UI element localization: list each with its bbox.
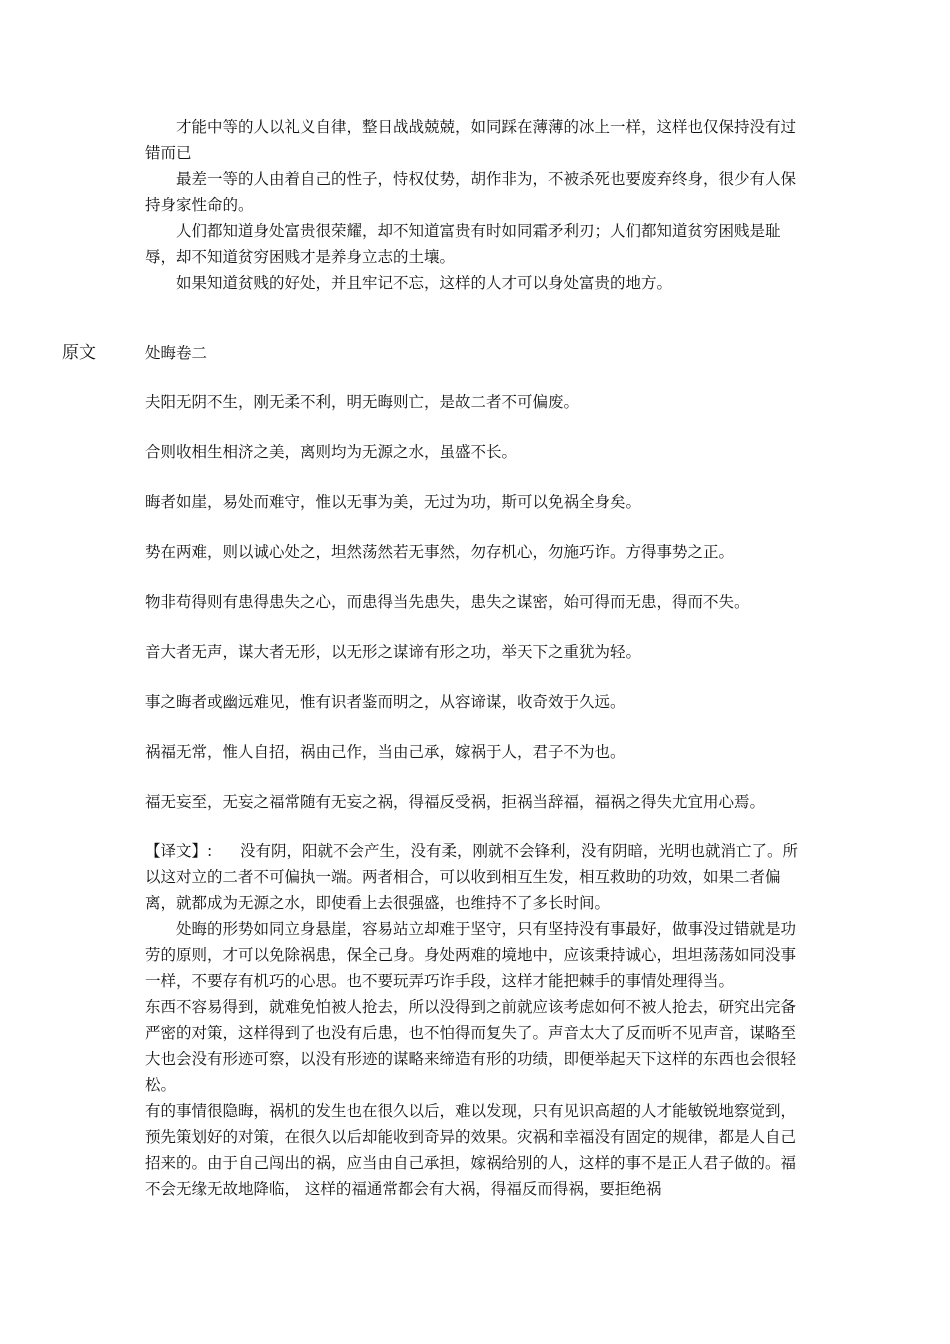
original-line: 物非苟得则有患得患失之心，而患得当先患失，患失之谋密，始可得而无患，得而不失。 bbox=[145, 593, 750, 611]
original-line: 势在两难，则以诚心处之，坦然荡然若无事然，勿存机心，勿施巧诈。方得事势之正。 bbox=[145, 543, 735, 561]
section-label: 原文 bbox=[62, 343, 96, 363]
original-line: 福无妄至，无妄之福常随有无妄之祸，得福反受祸，拒祸当辞福，福祸之得失尤宜用心焉。 bbox=[145, 793, 766, 811]
translation-paragraph: 有的事情很隐晦，祸机的发生也在很久以后，难以发现，只有见识高超的人才能敏锐地察觉到，预先策划好的对策，在很久以后却能收到奇异的效果。灾祸和幸福没有固定的规律，都是人自己招来的。由于自己闯出的祸，应当由自己承担，嫁祸给别的人，这样的事不是正人君子做的。福不会无缘无故地降临， 这样的福通常都会有大祸，得福反而得祸，要拒绝祸 bbox=[145, 1102, 797, 1198]
intro-paragraph: 才能中等的人以礼义自律，整日战战兢兢，如同踩在薄薄的冰上一样，这样也仅保持没有过错而已 bbox=[145, 118, 797, 162]
original-line: 音大者无声，谋大者无形，以无形之谋谛有形之功，举天下之重犹为轻。 bbox=[145, 643, 642, 661]
translation-paragraph: 东西不容易得到，就难免怕被人抢去，所以没得到之前就应该考虑如何不被人抢去，研究出完备严密的对策，这样得到了也没有后患，也不怕得而复失了。声音太大了反而听不见声音，谋略至大也会没有形迹可察，以没有形迹的谋略来缔造有形的功绩，即便举起天下这样的东西也会很轻松。 bbox=[145, 998, 797, 1094]
intro-section bbox=[145, 114, 810, 296]
intro-paragraph: 最差一等的人由着自己的性子，恃权仗势，胡作非为，不被杀死也要废弃终身，很少有人保持身家性命的。 bbox=[145, 170, 797, 214]
section-title: 处晦卷二 bbox=[145, 344, 208, 362]
translation-heading: 【译文】: bbox=[145, 842, 213, 860]
translation-text: 没有阴，阳就不会产生，没有柔，刚就不会锋利，没有阴暗，光明也就消亡了。所以这对立的二者不可偏执一端。两者相合，可以收到相互生发，相互救助的功效，如果二者偏离，就都成为无源之水，即使看上去很强盛，也维持不了多长时间。 bbox=[145, 842, 799, 912]
intro-paragraph: 如果知道贫贱的好处，并且牢记不忘，这样的人才可以身处富贵的地方。 bbox=[176, 274, 673, 292]
original-line: 夫阳无阴不生，刚无柔不利，明无晦则亡，是故二者不可偏废。 bbox=[145, 393, 580, 411]
original-line: 晦者如崖，易处而难守，惟以无事为美，无过为功，斯可以免祸全身矣。 bbox=[145, 493, 642, 511]
translation-first-paragraph bbox=[145, 838, 810, 916]
translation-paragraph: 处晦的形势如同立身悬崖，容易站立却难于坚守，只有坚持没有事最好，做事没过错就是功劳的原则，才可以免除祸患，保全己身。身处两难的境地中，应该秉持诚心，坦坦荡荡如同没事一样，不要存有机巧的心思。也不要玩弄巧诈手段，这样才能把棘手的事情处理得当。 bbox=[145, 920, 797, 990]
original-line: 事之晦者或幽远难见，惟有识者鉴而明之，从容谛谋，收奇效于久远。 bbox=[145, 693, 626, 711]
translation-section bbox=[145, 838, 810, 1202]
original-line: 祸福无常，惟人自招，祸由己作，当由己承，嫁祸于人，君子不为也。 bbox=[145, 743, 626, 761]
intro-paragraph: 人们都知道身处富贵很荣耀，却不知道富贵有时如同霜矛利刃；人们都知道贫穷困贱是耻辱，却不知道贫穷困贱才是养身立志的土壤。 bbox=[145, 222, 781, 266]
original-line: 合则收相生相济之美，离则均为无源之水，虽盛不长。 bbox=[145, 443, 518, 461]
